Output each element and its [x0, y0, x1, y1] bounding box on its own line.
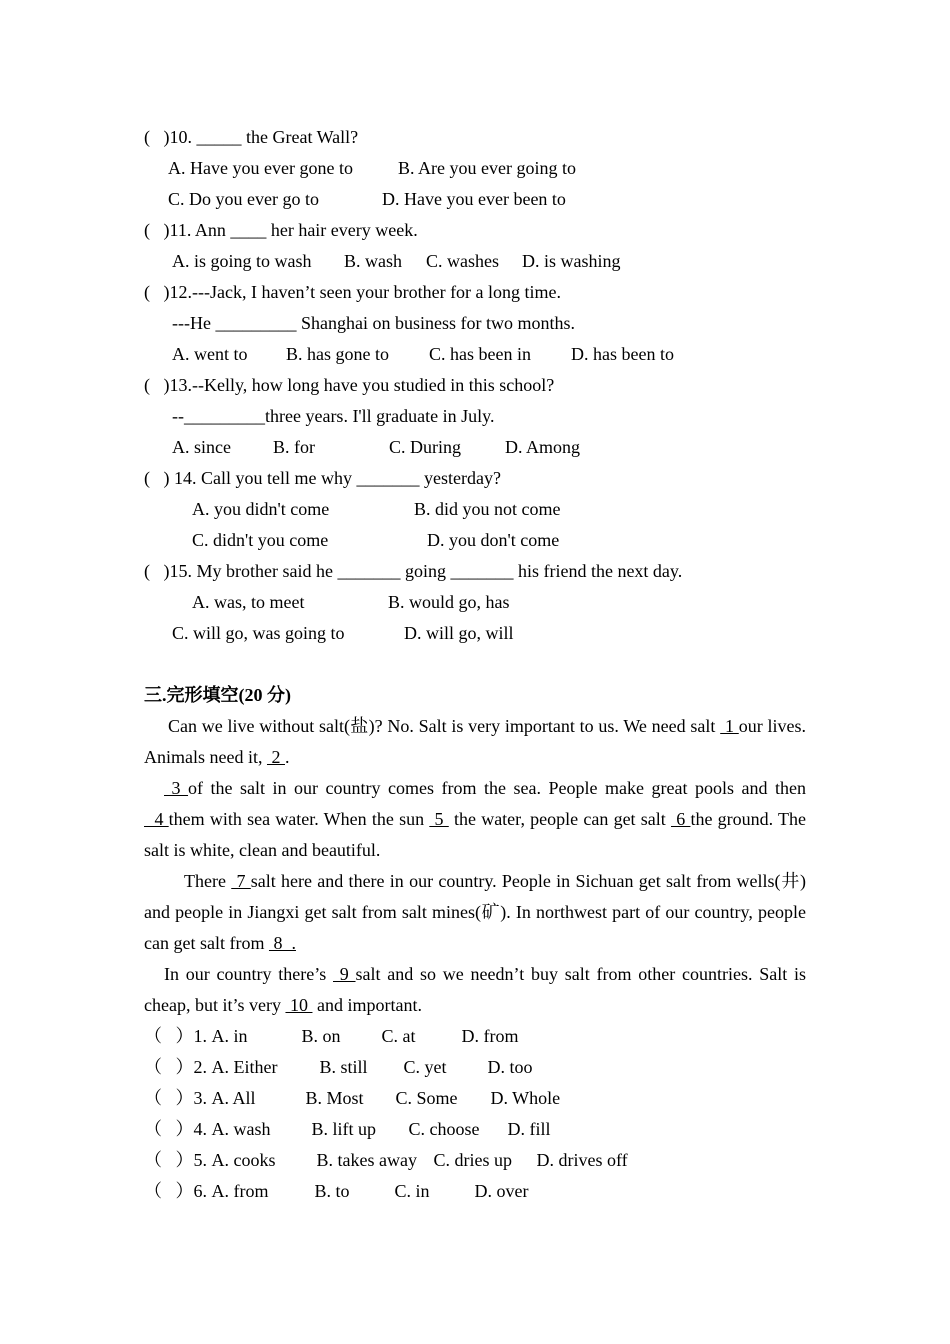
answer-paren: （ ）: [144, 1150, 194, 1170]
option-c: C. in: [394, 1181, 430, 1201]
passage-paragraph-3: [144, 866, 806, 959]
blank-4: 4: [144, 809, 169, 829]
dialogue-line: ---He _________ Shanghai on business for two months.: [172, 313, 575, 333]
question-stem: 12.---Jack, I haven’t seen your brother for a long time.: [169, 282, 562, 302]
question-10: [144, 122, 806, 153]
option-a: A. was, to meet: [192, 592, 305, 612]
option-d: D. will go, will: [404, 623, 514, 643]
blank-7: 7: [231, 871, 251, 891]
option-row: [144, 618, 806, 649]
option-b: B. still: [319, 1057, 368, 1077]
cloze-number: 6.: [193, 1181, 207, 1201]
cloze-question-1: [144, 1021, 806, 1052]
passage-text: salt here and there in our country. People in Sichuan get salt from wells(井) and people in Jiangxi get salt from salt mines(矿). In northwest part of our country, people can get salt from: [144, 871, 807, 953]
option-c: C. Some: [395, 1088, 458, 1108]
passage-text: salt and so we needn’t buy salt from other countries. Salt is cheap, but it’s very: [144, 964, 806, 1015]
exam-page: [144, 122, 806, 1207]
blank-8: 8 .: [268, 933, 296, 953]
passage-text: our lives. Animals need it,: [144, 716, 807, 767]
answer-paren: （ ）: [144, 1119, 194, 1139]
cloze-question-2: [144, 1052, 806, 1083]
question-stem: 13.--Kelly, how long have you studied in this school?: [169, 375, 555, 395]
answer-paren: （ ）: [144, 1026, 194, 1046]
passage-text: of the salt in our country comes from the sea. People make great pools and then: [188, 778, 807, 798]
option-d: D. drives off: [536, 1150, 628, 1170]
blank-6: 6: [671, 809, 691, 829]
answer-paren: ( ): [144, 127, 170, 147]
option-a: A. Either: [211, 1057, 278, 1077]
option-d: D. you don't come: [427, 530, 560, 550]
option-a: A. cooks: [211, 1150, 276, 1170]
passage-paragraph-1: [144, 711, 806, 773]
option-b: B. did you not come: [414, 499, 561, 519]
option-row: [144, 494, 806, 525]
answer-paren: ( ): [144, 282, 170, 302]
option-d: D. Have you ever been to: [382, 189, 566, 209]
answer-paren: （ ）: [144, 1181, 194, 1201]
question-12: [144, 277, 806, 308]
option-d: D. has been to: [571, 344, 674, 364]
option-a: A. All: [211, 1088, 256, 1108]
option-c: C. has been in: [429, 344, 531, 364]
cloze-question-5: [144, 1145, 806, 1176]
blank-5: 5: [429, 809, 449, 829]
option-c: C. yet: [403, 1057, 447, 1077]
option-a: A. went to: [172, 344, 248, 364]
option-c: C. will go, was going to: [172, 623, 345, 643]
passage-text: the water, people can get salt: [448, 809, 671, 829]
cloze-number: 4.: [193, 1119, 207, 1139]
cloze-question-3: [144, 1083, 806, 1114]
option-b: B. to: [314, 1181, 350, 1201]
option-d: D. fill: [507, 1119, 551, 1139]
blank-1: 1: [720, 716, 739, 736]
passage-text: There: [184, 871, 232, 891]
answer-paren: （ ）: [144, 1088, 194, 1108]
option-row: [144, 432, 806, 463]
option-a: A. you didn't come: [192, 499, 330, 519]
answer-paren: （ ）: [144, 1057, 194, 1077]
option-a: A. is going to wash: [172, 251, 312, 271]
question-14: [144, 463, 806, 494]
passage-paragraph-4: [144, 959, 806, 1021]
option-b: B. would go, has: [388, 592, 510, 612]
option-d: D. Among: [505, 437, 581, 457]
option-d: D. is washing: [522, 251, 621, 271]
passage-text: and important.: [312, 995, 422, 1015]
answer-paren: ( ): [144, 468, 170, 488]
option-row: [144, 525, 806, 556]
option-c: C. Do you ever go to: [168, 189, 319, 209]
option-c: C. didn't you come: [192, 530, 329, 550]
option-a: A. wash: [211, 1119, 271, 1139]
option-a: A. from: [211, 1181, 269, 1201]
option-row: [144, 587, 806, 618]
cloze-question-4: [144, 1114, 806, 1145]
option-a: A. in: [211, 1026, 248, 1046]
cloze-number: 3.: [193, 1088, 207, 1108]
question-stem: 11. Ann ____ her hair every week.: [169, 220, 418, 240]
dialogue-line: --_________three years. I'll graduate in July.: [172, 406, 495, 426]
option-b: B. Most: [305, 1088, 364, 1108]
option-row: [144, 339, 806, 370]
option-b: B. for: [273, 437, 315, 457]
option-c: C. at: [381, 1026, 416, 1046]
cloze-number: 5.: [193, 1150, 207, 1170]
passage-text: the ground. The salt is white, clean and beautiful.: [144, 809, 807, 860]
answer-paren: ( ): [144, 220, 170, 240]
question-stem: 15. My brother said he _______ going _______ his friend the next day.: [169, 561, 683, 581]
option-a: A. Have you ever gone to: [168, 158, 353, 178]
cloze-question-6: [144, 1176, 806, 1207]
option-row: [144, 184, 806, 215]
option-c: C. choose: [408, 1119, 480, 1139]
passage-text: them with sea water. When the sun: [168, 809, 430, 829]
option-row: [144, 153, 806, 184]
option-b: B. Are you ever going to: [398, 158, 576, 178]
option-a: A. since: [172, 437, 231, 457]
question-15: [144, 556, 806, 587]
blank-3: 3: [164, 778, 189, 798]
passage-text: .: [284, 747, 290, 767]
option-d: D. from: [461, 1026, 519, 1046]
cloze-number: 2.: [193, 1057, 207, 1077]
option-b: B. has gone to: [286, 344, 389, 364]
option-c: C. washes: [426, 251, 499, 271]
option-b: B. wash: [344, 251, 402, 271]
question-11: [144, 215, 806, 246]
question-13: [144, 370, 806, 401]
passage-text: In our country there’s: [164, 964, 333, 984]
option-d: D. Whole: [490, 1088, 561, 1108]
option-b: B. lift up: [311, 1119, 377, 1139]
option-row: [144, 246, 806, 277]
blank-10: 10: [285, 995, 313, 1015]
question-stem: 14. Call you tell me why _______ yesterday?: [169, 468, 501, 488]
option-b: B. takes away: [316, 1150, 417, 1170]
option-b: B. on: [301, 1026, 341, 1046]
answer-paren: ( ): [144, 561, 170, 581]
blank-2: 2: [266, 747, 285, 767]
passage-text: Can we live without salt(盐)? No. Salt is very important to us. We need salt: [168, 716, 721, 736]
option-d: D. too: [487, 1057, 533, 1077]
cloze-number: 1.: [193, 1026, 207, 1046]
question-stem: 10. _____ the Great Wall?: [169, 127, 359, 147]
option-c: C. During: [389, 437, 461, 457]
option-d: D. over: [474, 1181, 529, 1201]
blank-9: 9: [333, 964, 356, 984]
option-c: C. dries up: [433, 1150, 512, 1170]
answer-paren: ( ): [144, 375, 170, 395]
passage-paragraph-2: [144, 773, 806, 866]
section-heading: 三.完形填空(20 分): [144, 685, 291, 705]
